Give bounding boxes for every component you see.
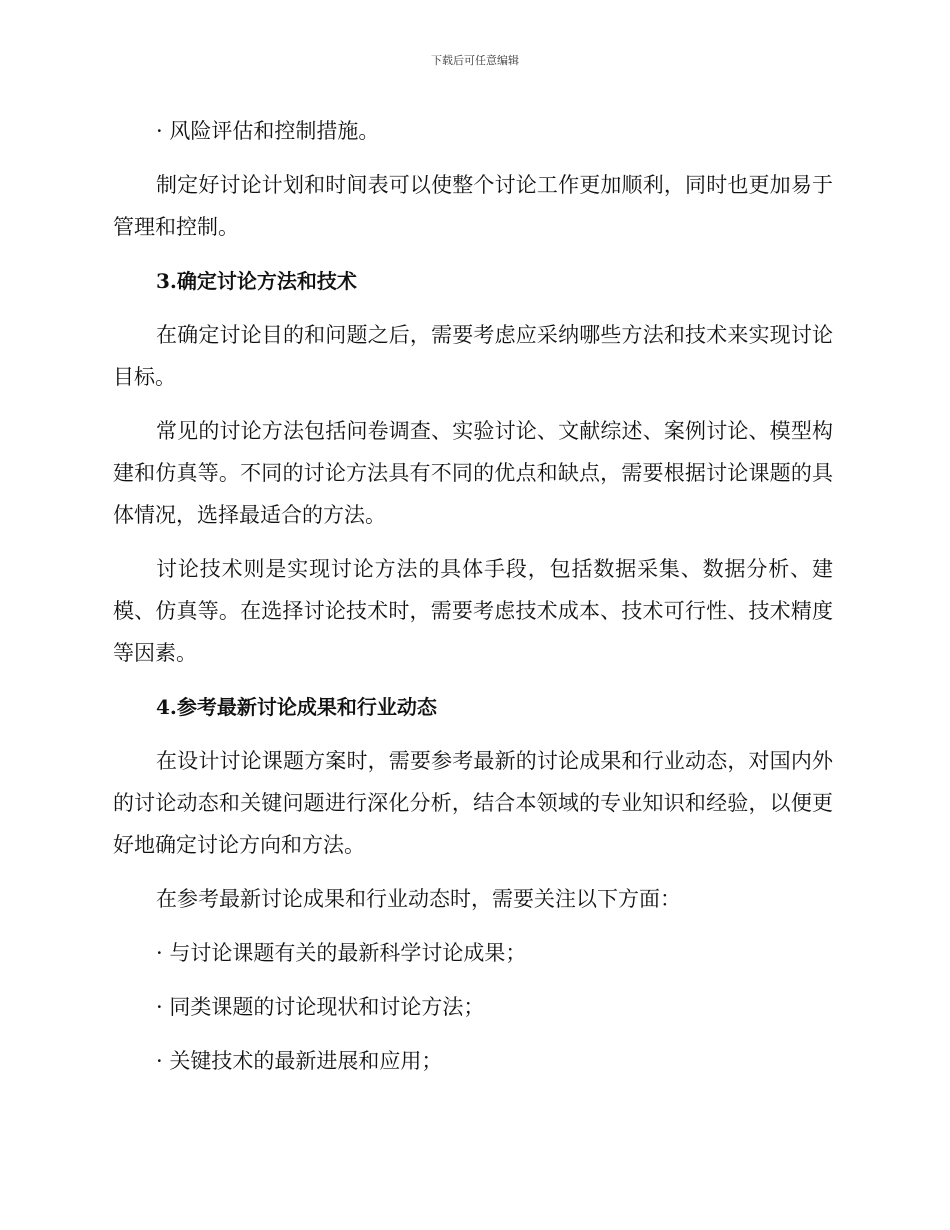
paragraph-methods-intro: 在确定讨论目的和问题之后，需要考虑应采纳哪些方法和技术来实现讨论目标。 (113, 323, 833, 389)
section-heading-4: 4.参考最新讨论成果和行业动态 (156, 695, 437, 719)
paragraph-techniques: 讨论技术则是实现讨论方法的具体手段，包括数据采集、数据分析、建模、仿真等。在选择讨论技术时，需要考虑技术成本、技术可行性、技术精度等因素。 (113, 557, 833, 665)
bullet-similar-topics: · 同类课题的讨论现状和讨论方法； (156, 995, 485, 1019)
paragraph-common-methods: 常见的讨论方法包括问卷调查、实验讨论、文献综述、案例讨论、模型构建和仿真等。不同的讨论方法具有不同的优点和缺点，需要根据讨论课题的具体情况，选择最适合的方法。 (113, 419, 833, 527)
paragraph-plan-schedule: 制定好讨论计划和时间表可以使整个讨论工作更加顺利，同时也更加易于管理和控制。 (113, 173, 833, 239)
paragraph-latest-results: 在设计讨论课题方案时，需要参考最新的讨论成果和行业动态，对国内外的讨论动态和关键问题进行深化分析，结合本领域的专业知识和经验，以便更好地确定讨论方向和方法。 (113, 749, 833, 857)
section-heading-3: 3.确定讨论方法和技术 (156, 269, 357, 293)
bullet-key-technology: · 关键技术的最新进展和应用； (156, 1049, 443, 1073)
bullet-risk-assessment: · 风险评估和控制措施。 (156, 119, 380, 143)
paragraph-focus-aspects: 在参考最新讨论成果和行业动态时，需要关注以下方面： (156, 887, 681, 911)
document-body (113, 110, 833, 1094)
page-header-note: 下载后可任意编辑 (431, 54, 519, 67)
bullet-latest-research: · 与讨论课题有关的最新科学讨论成果； (156, 941, 527, 965)
